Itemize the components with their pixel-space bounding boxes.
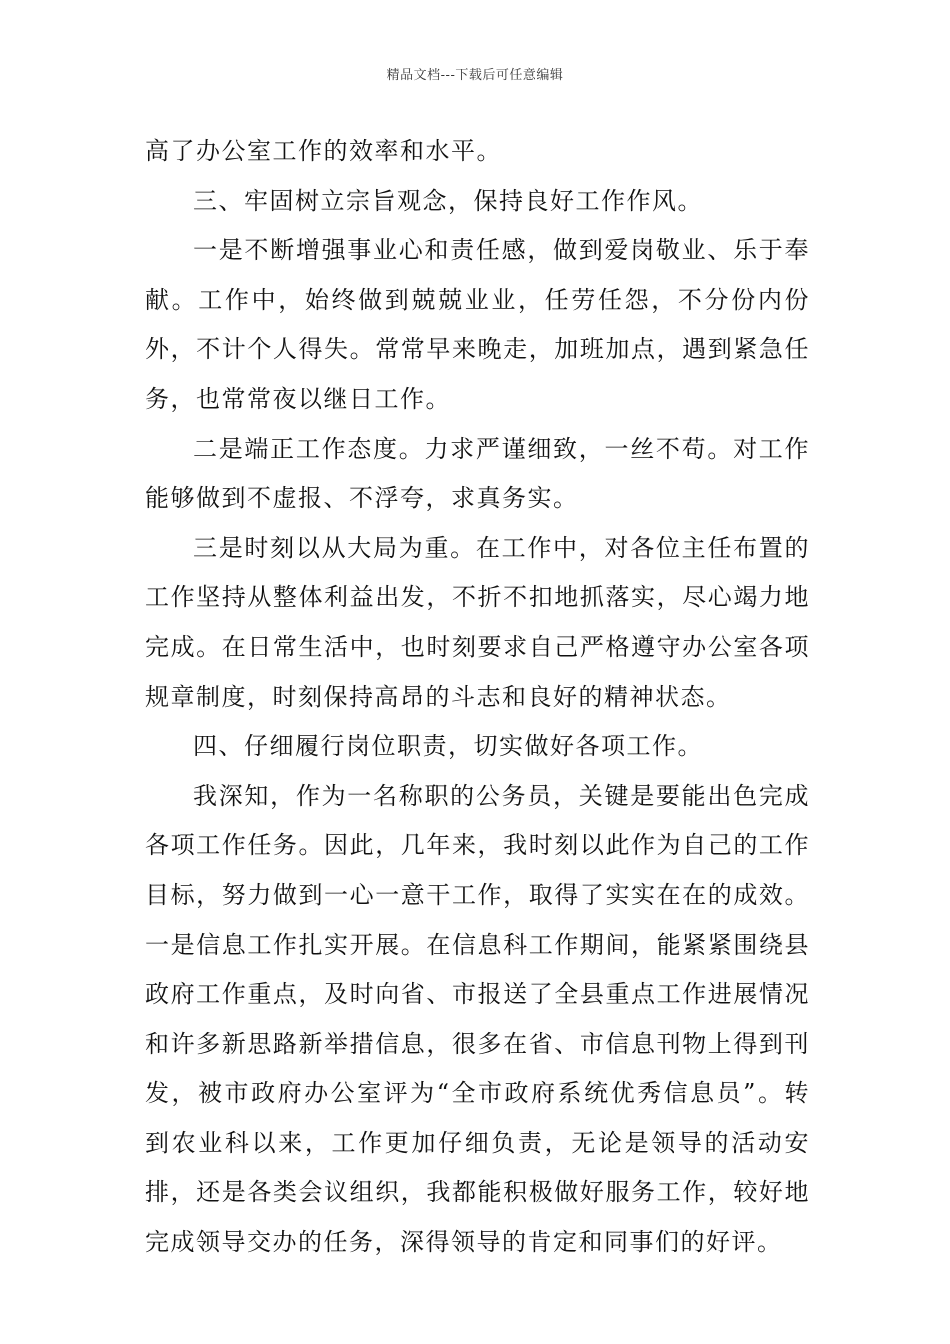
paragraph-big-picture: 三是时刻以从大局为重。在工作中，对各位主任布置的工作坚持从整体利益出发，不折不扣地抓落实，尽心竭力地完成。在日常生活中，也时刻要求自己严格遵守办公室各项规章制度，时刻保持高昂的斗志和良好的精神状态。 <box>145 533 810 711</box>
paragraph-continuation: 高了办公室工作的效率和水平。 <box>145 137 502 165</box>
section-heading-3: 三、牢固树立宗旨观念，保持良好工作作风。 <box>193 186 703 215</box>
paragraph-dedication: 一是不断增强事业心和责任感，做到爱岗敬业、乐于奉献。工作中，始终做到兢兢业业，任劳任怨，不分份内份外，不计个人得失。常常早来晚走，加班加点，遇到紧急任务，也常常夜以继日工作。 <box>145 236 810 413</box>
page-header: 精品文档---下载后可任意编辑 <box>386 68 564 83</box>
section-heading-4: 四、仔细履行岗位职责，切实做好各项工作。 <box>193 732 703 761</box>
document-body <box>145 127 810 1268</box>
paragraph-duties: 我深知，作为一名称职的公务员，关键是要能出色完成各项工作任务。因此，几年来，我时刻以此作为自己的工作目标，努力做到一心一意干工作，取得了实实在在的成效。一是信息工作扎实开展。在信息科工作期间，能紧紧围绕县政府工作重点，及时向省、市报送了全县重点工作进展情况和许多新思路新举措信息，很多在省、市信息刊物上得到刊发，被市政府办公室评为“全市政府系统优秀信息员”。转到农业科以来，工作更加仔细负责，无论是领导的活动安排，还是各类会议组织，我都能积极做好服务工作，较好地完成领导交办的任务，深得领导的肯定和同事们的好评。 <box>145 781 810 1257</box>
paragraph-attitude: 二是端正工作态度。力求严谨细致，一丝不苟。对工作能够做到不虚报、不浮夸，求真务实。 <box>145 434 810 513</box>
